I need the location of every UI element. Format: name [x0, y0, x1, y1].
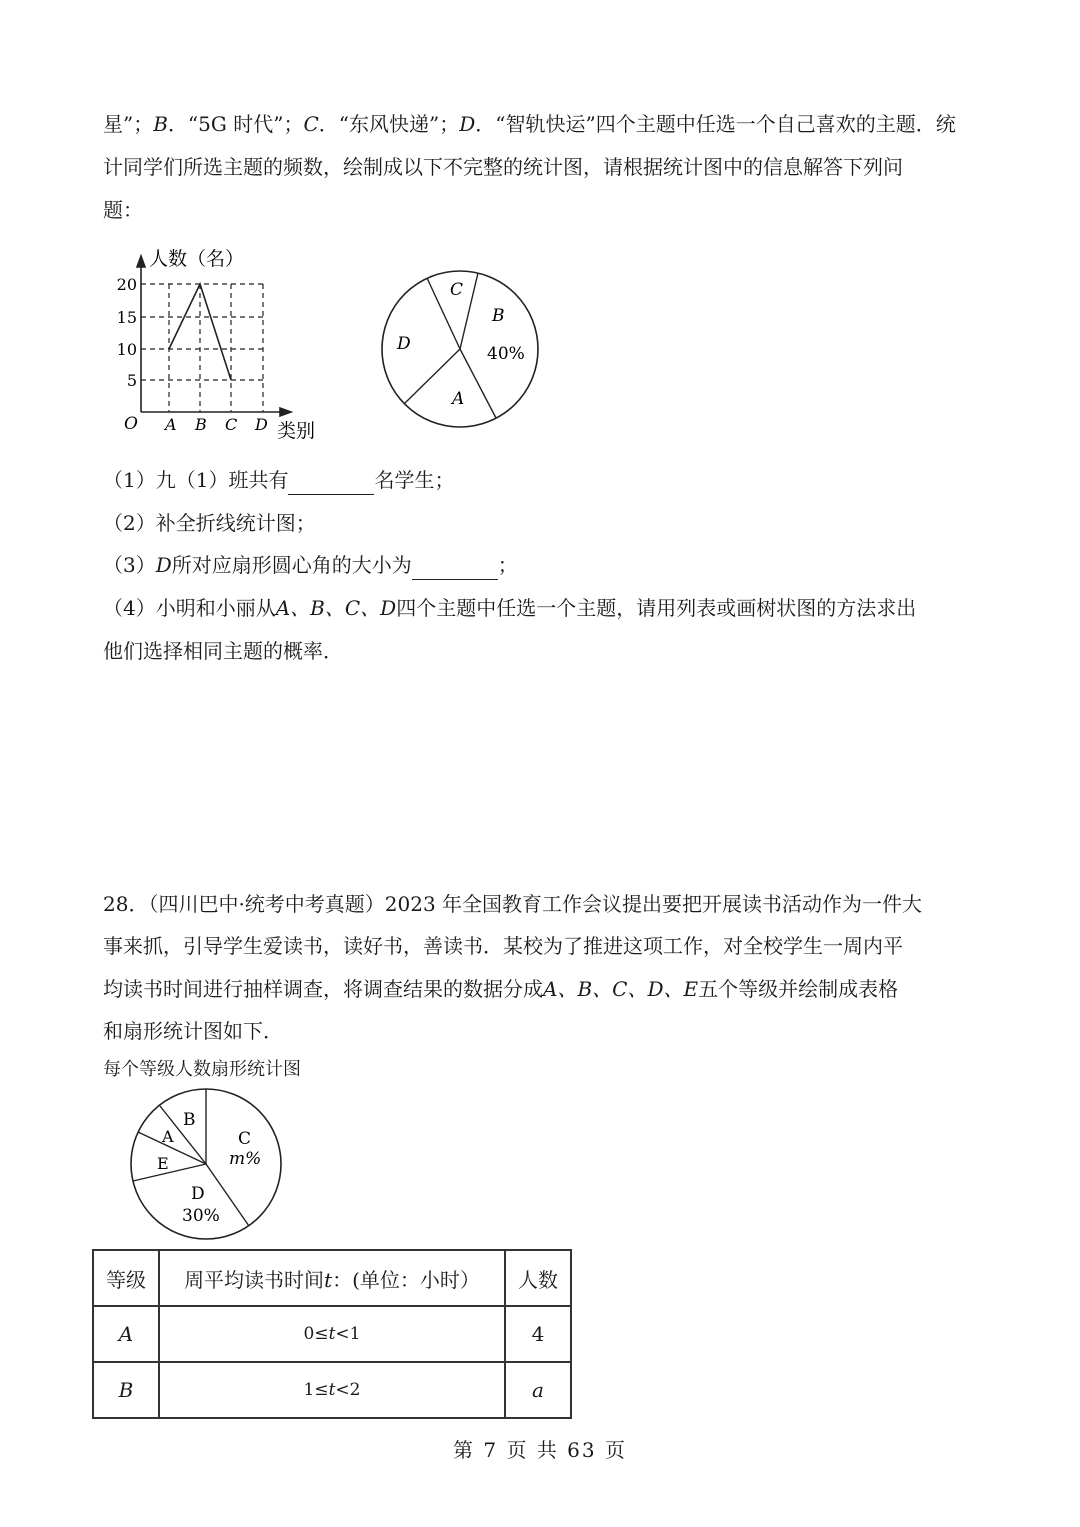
q27-intro-line-2: 计同学们所选主题的频数，绘制成以下不完整的统计图，请根据统计图中的信息解答下列问: [103, 155, 903, 179]
pie-label-E: E: [157, 1154, 169, 1173]
x-axis-arrow: [280, 408, 291, 416]
q27-line-chart: [115, 240, 335, 445]
q27-question-3: （3）D所对应扇形圆心角的大小为 ；: [103, 551, 518, 580]
q28-line-1: 28．（四川巴中·统考中考真题）2023 年全国教育工作会议提出要把开展读书活动作为一件大: [103, 892, 923, 916]
y-axis-arrow: [137, 256, 145, 267]
q27-intro-line-3: 题：: [103, 198, 143, 222]
pie-label-B: B: [492, 306, 505, 326]
pie-label-A: A: [162, 1127, 174, 1146]
pie-label-B: B: [183, 1110, 196, 1130]
q28-line-3: 均读书时间进行抽样调查，将调查结果的数据分成A、B、C、D、E五个等级并绘制成表格: [103, 977, 899, 1001]
q28-line-2: 事来抓，引导学生爱读书，读好书，善读书．某校为了推进这项工作，对全校学生一周内平: [103, 934, 903, 958]
q27-question-2: （2）补全折线统计图；: [103, 511, 316, 535]
answer-blank-3[interactable]: [412, 551, 498, 580]
pie-label-D: D: [397, 334, 411, 354]
y-tick-20: 20: [116, 275, 137, 294]
page-footer: 第 7 页 共 63 页: [453, 1438, 627, 1462]
pie-label-B-percent: 40%: [487, 344, 525, 364]
pie-label-D-percent: 30%: [182, 1206, 220, 1226]
table-row: [93, 1306, 571, 1362]
pie-label-A: A: [452, 389, 465, 409]
cell-count: 4: [505, 1306, 571, 1362]
x-tick-C: C: [225, 415, 238, 434]
q27-pie-chart: [375, 264, 545, 434]
cell-grade: A: [93, 1306, 159, 1362]
pie-divider-DE: [133, 1164, 206, 1181]
cell-grade: B: [93, 1362, 159, 1418]
pie-label-C: C: [450, 280, 464, 300]
table-header-row: [93, 1250, 571, 1306]
cell-range: 1≤t<2: [159, 1362, 505, 1418]
x-axis-label: 类别: [277, 420, 316, 442]
q27-question-4-line-2: 他们选择相同主题的概率．: [103, 639, 343, 663]
q28-line-4: 和扇形统计图如下．: [103, 1019, 283, 1043]
cell-count: a: [505, 1362, 571, 1418]
header-grade: 等级: [93, 1250, 159, 1306]
grade-table: [92, 1249, 572, 1419]
x-tick-D: D: [255, 415, 268, 434]
pie-label-C: C: [238, 1129, 252, 1149]
q27-intro-line-1: 星”；B．“5G 时代”；C．“东风快递”；D．“智轨快运”四个主题中任选一个自己喜欢的主题．统: [103, 112, 956, 136]
q28-pie-chart: [128, 1086, 284, 1242]
x-tick-A: A: [165, 415, 177, 434]
y-tick-15: 15: [116, 308, 137, 327]
q28-pie-title: 每个等级人数扇形统计图: [103, 1059, 301, 1080]
origin-label: O: [124, 414, 138, 434]
y-tick-10: 10: [116, 340, 137, 359]
answer-blank-1[interactable]: [288, 466, 374, 495]
header-reading-time: 周平均读书时间t：(单位：小时）: [159, 1250, 505, 1306]
cell-range: 0≤t<1: [159, 1306, 505, 1362]
q27-question-1: （1）九（1）班共有 名学生；: [103, 466, 454, 495]
table-row: [93, 1362, 571, 1418]
q27-question-4: （4）小明和小丽从A、B、C、D四个主题中任选一个主题，请用列表或画树状图的方法求出: [103, 596, 917, 620]
header-count: 人数: [505, 1250, 571, 1306]
x-tick-B: B: [195, 415, 207, 434]
y-tick-5: 5: [126, 371, 137, 390]
pie-label-D: D: [191, 1184, 205, 1204]
pie-label-C-percent: m%: [229, 1149, 262, 1169]
y-axis-label: 人数（名）: [149, 248, 245, 270]
